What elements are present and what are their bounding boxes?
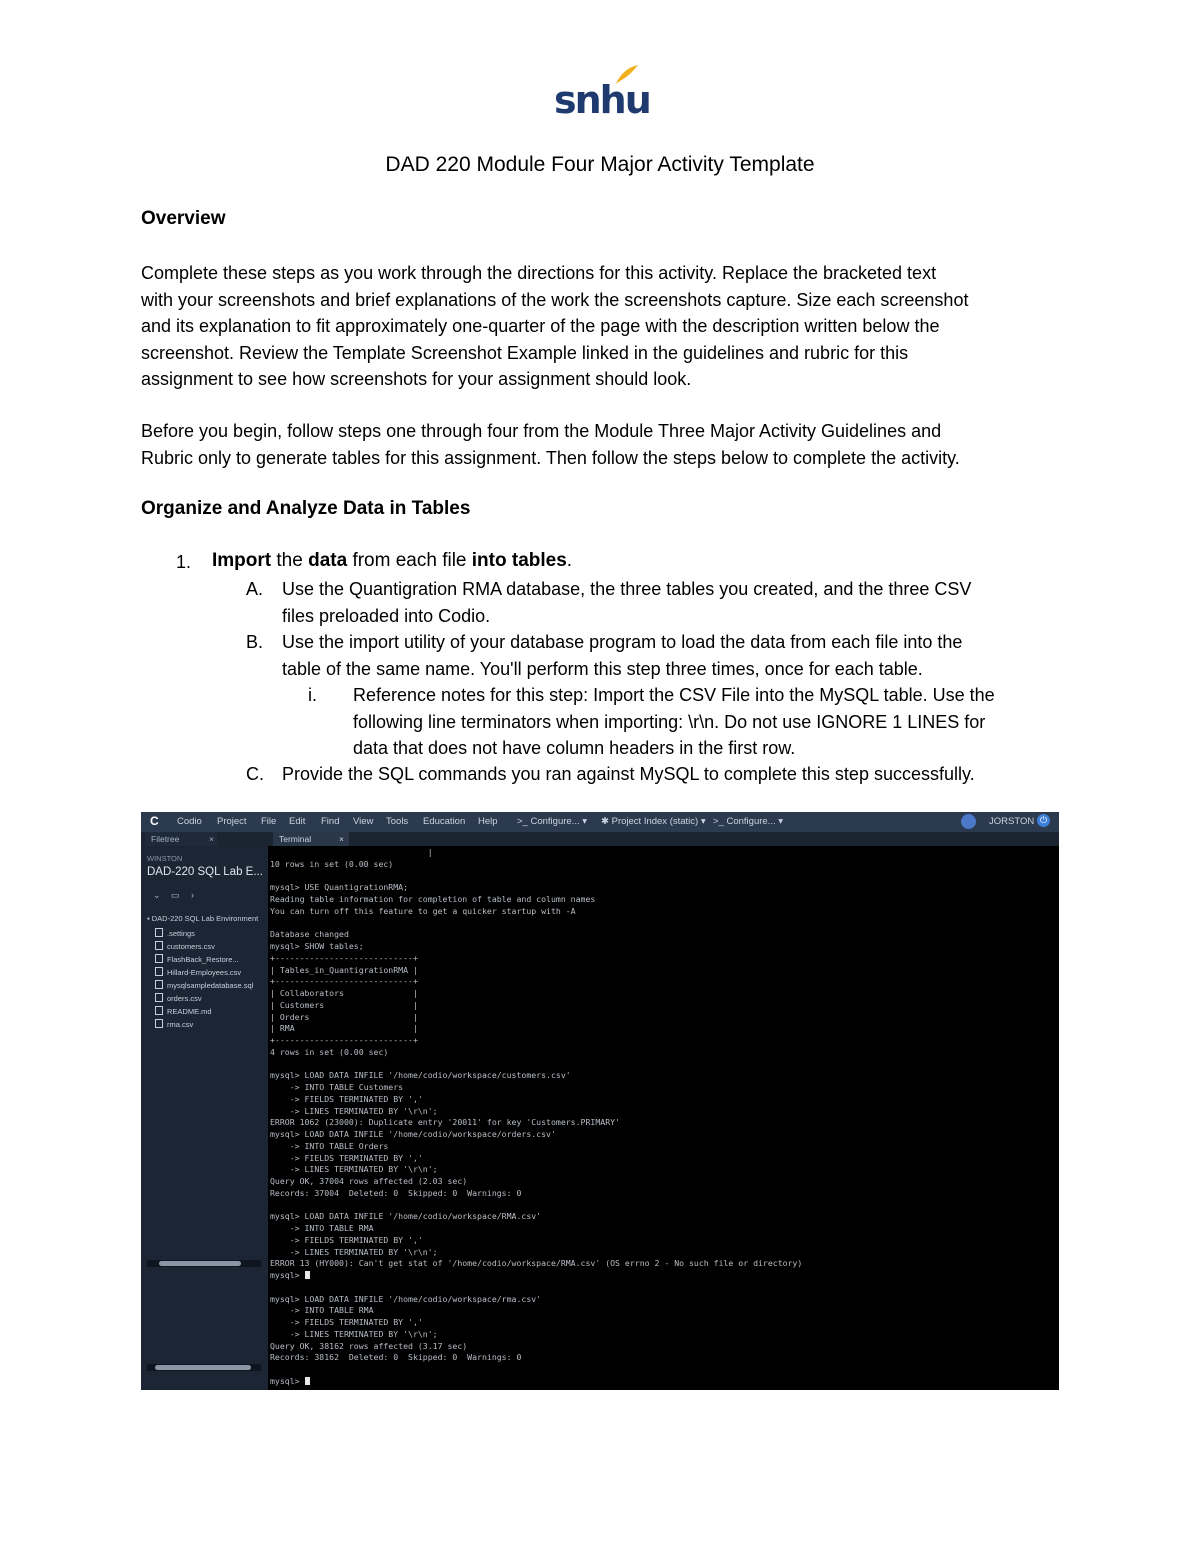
file-name: Hillard-Employees.csv — [167, 968, 242, 977]
codio-menu-bar — [141, 812, 1059, 832]
project-index-menu[interactable]: ✱ Project Index (static) ▾ — [601, 816, 706, 827]
step-c-line: Provide the SQL commands you ran against MySQL to complete this step successfully. — [282, 764, 975, 784]
configure-menu-2[interactable]: >_ Configure... ▾ — [713, 816, 784, 827]
step-c-text — [282, 761, 975, 788]
logo-text: snhu — [554, 78, 650, 122]
terminal-line: +----------------------------+ — [270, 952, 418, 963]
configure-menu[interactable]: >_ Configure... ▾ — [517, 816, 588, 827]
user-avatar[interactable] — [961, 814, 976, 829]
document-title: DAD 220 Module Four Major Activity Template — [385, 153, 815, 176]
snhu-logo — [554, 64, 650, 126]
step-a-line: files preloaded into Codio. — [282, 605, 491, 626]
editor-tabs — [141, 832, 1059, 846]
overview-heading: Overview — [141, 208, 226, 229]
terminal-line: Query OK, 38162 rows affected (3.17 sec) — [270, 1340, 468, 1351]
step-1-number: 1. — [176, 552, 192, 572]
step-b-line: table of the same name. You'll perform this step three times, once for each table. — [282, 658, 923, 679]
terminal-line: ERROR 1062 (23000): Duplicate entry '20011' for key 'Customers.PRIMARY' — [270, 1117, 620, 1128]
file-name: .settings — [167, 929, 195, 938]
scrollbar-thumb[interactable] — [159, 1261, 241, 1266]
menu-item-file[interactable]: File — [261, 816, 277, 827]
step-b-marker: B. — [246, 632, 264, 652]
terminal-line: 4 rows in set (0.00 sec) — [270, 1046, 389, 1057]
menu-item-view[interactable]: View — [353, 816, 374, 827]
step-i-text — [353, 682, 995, 762]
horizontal-scrollbar[interactable] — [147, 1260, 261, 1267]
paragraph-line: Rubric only to generate tables for this assignment. Then follow the steps below to complete the activity. — [141, 447, 960, 468]
step-1-text-part: the — [271, 550, 309, 571]
step-i-marker: i. — [308, 685, 317, 705]
file-tree-item[interactable] — [155, 1019, 193, 1029]
chevron-right-icon[interactable]: › — [191, 890, 194, 900]
terminal-line: | Orders | — [270, 1011, 418, 1022]
terminal-line: | — [270, 847, 433, 857]
terminal-line: Records: 37004 Deleted: 0 Skipped: 0 Warnings: 0 — [270, 1187, 522, 1198]
terminal-line: Database changed — [270, 929, 349, 940]
file-icon — [155, 941, 163, 950]
configure-label: Configure... — [726, 816, 776, 827]
terminal-cursor — [305, 1271, 310, 1279]
paragraph-line: screenshot. Review the Template Screenshot Example linked in the guidelines and rubric for this — [141, 342, 909, 363]
terminal-line: mysql> LOAD DATA INFILE '/home/codio/workspace/rma.csv' — [270, 1293, 542, 1304]
tab-filetree[interactable] — [145, 832, 217, 846]
terminal-line: mysql> LOAD DATA INFILE '/home/codio/workspace/orders.csv' — [270, 1129, 556, 1139]
file-tree-item[interactable] — [155, 954, 239, 964]
project-index-label: Project Index (static) — [611, 816, 699, 827]
terminal-line: -> LINES TERMINATED BY '\r\n'; — [270, 1246, 438, 1257]
terminal-icon: >_ — [517, 816, 531, 827]
terminal-line: -> FIELDS TERMINATED BY ',' — [270, 1317, 423, 1327]
terminal-line: | Customers | — [270, 999, 418, 1010]
menu-item-help[interactable]: Help — [478, 816, 498, 827]
file-name: mysqlsampledatabase.sql — [167, 981, 254, 990]
terminal-line: mysql> — [270, 1271, 310, 1280]
section-heading: Organize and Analyze Data in Tables — [141, 498, 471, 519]
file-tree-item[interactable] — [155, 980, 253, 990]
terminal-line: | Tables_in_QuantigrationRMA | — [270, 964, 418, 975]
menu-item-edit[interactable]: Edit — [289, 816, 306, 827]
terminal-line: -> FIELDS TERMINATED BY ',' — [270, 1093, 423, 1104]
scrollbar-thumb[interactable] — [155, 1365, 251, 1370]
terminal-icon: >_ — [713, 816, 727, 827]
terminal-line: Records: 38162 Deleted: 0 Skipped: 0 Warnings: 0 — [270, 1352, 522, 1363]
file-icon — [155, 1006, 163, 1015]
file-icon — [155, 928, 163, 937]
file-name: orders.csv — [167, 994, 202, 1003]
terminal-line: -> INTO TABLE RMA — [270, 1223, 374, 1233]
file-tree-item[interactable] — [155, 993, 202, 1003]
terminal-line: mysql> — [270, 1377, 310, 1386]
file-tree-item[interactable] — [155, 967, 241, 977]
terminal-line: | Collaborators | — [270, 988, 418, 998]
folder-icon: ▪ — [147, 914, 152, 923]
terminal-line: mysql> LOAD DATA INFILE '/home/codio/workspace/customers.csv' — [270, 1070, 571, 1081]
terminal-line: +----------------------------+ — [270, 1035, 418, 1045]
terminal-line: -> INTO TABLE RMA — [270, 1305, 374, 1316]
file-name: README.md — [167, 1007, 212, 1016]
file-tree-root[interactable] — [147, 914, 258, 923]
step-a-text — [282, 576, 971, 629]
tab-label: Terminal — [279, 834, 312, 844]
step-1-bold-import: Import — [212, 550, 272, 571]
terminal-line: -> LINES TERMINATED BY '\r\n'; — [270, 1105, 438, 1116]
root-label: DAD-220 SQL Lab Environment — [151, 914, 259, 923]
codio-logo-icon: C — [150, 814, 159, 828]
paragraph-line: Complete these steps as you work through the directions for this activity. Replace the bracketed text — [141, 263, 937, 283]
file-name: rma.csv — [167, 1020, 194, 1029]
close-icon[interactable]: × — [339, 834, 344, 844]
paragraph-line: assignment to see how screenshots for your assignment should look. — [141, 369, 692, 389]
step-i-line: Reference notes for this step: Import the CSV File into the MySQL table. Use the — [353, 685, 995, 705]
chevron-down-icon[interactable]: ⌄ — [153, 890, 161, 900]
terminal-line: mysql> SHOW tables; — [270, 941, 364, 951]
terminal-line: -> LINES TERMINATED BY '\r\n'; — [270, 1328, 438, 1339]
tab-label: Filetree — [151, 834, 180, 844]
menu-item-codio[interactable]: Codio — [177, 816, 202, 827]
menu-item-project[interactable]: Project — [217, 816, 247, 827]
step-1-text-part: . — [566, 550, 573, 571]
terminal-output[interactable] — [268, 846, 1059, 1390]
terminal-line: | RMA | — [270, 1023, 418, 1034]
menu-item-find[interactable]: Find — [321, 816, 340, 827]
paragraph-line: Before you begin, follow steps one through four from the Module Three Major Activity Guidelines and — [141, 421, 942, 441]
terminal-line: -> FIELDS TERMINATED BY ',' — [270, 1152, 423, 1163]
step-1-bold-into-tables: into tables — [471, 550, 567, 571]
menu-item-education[interactable]: Education — [423, 816, 466, 827]
tab-terminal[interactable] — [273, 832, 349, 846]
power-icon[interactable]: ⏻ — [1037, 814, 1050, 827]
file-icon — [155, 980, 163, 989]
paragraph-line: with your screenshots and brief explanations of the work the screenshots capture. Size each screenshot — [141, 289, 969, 310]
close-icon[interactable]: × — [209, 834, 214, 844]
project-name[interactable]: DAD-220 SQL Lab E... — [147, 866, 263, 878]
step-i-line: following line terminators when importing: \r\n. Do not use IGNORE 1 LINES for — [353, 711, 986, 732]
terminal-line: mysql> USE QuantigrationRMA; — [270, 882, 409, 893]
step-b-text — [282, 629, 962, 682]
gear-icon: ✱ — [601, 816, 612, 827]
codio-screenshot — [141, 812, 1059, 1390]
terminal-line: Reading table information for completion of table and column names — [270, 894, 596, 904]
terminal-line: -> INTO TABLE Orders — [270, 1140, 389, 1151]
file-tree-item[interactable] — [155, 928, 195, 938]
menu-item-tools[interactable]: Tools — [386, 816, 409, 827]
step-1-bold-data: data — [308, 550, 348, 571]
file-icon — [155, 967, 163, 976]
terminal-line: -> FIELDS TERMINATED BY ',' — [270, 1234, 423, 1245]
step-i-line: data that does not have column headers in the first row. — [353, 738, 796, 758]
terminal-line: You can turn off this feature to get a quicker startup with -A — [270, 905, 576, 916]
step-b-line: Use the import utility of your database program to load the data from each file into the — [282, 632, 963, 652]
monitor-icon[interactable]: ▭ — [171, 890, 180, 900]
file-tree-item[interactable] — [155, 1006, 212, 1016]
file-tree-sidebar — [141, 846, 268, 1390]
file-icon — [155, 993, 163, 1002]
terminal-line: Query OK, 37004 rows affected (2.03 sec) — [270, 1176, 468, 1186]
user-name[interactable]: JORSTON — [989, 816, 1035, 827]
step-a-marker: A. — [246, 579, 264, 599]
terminal-line: 10 rows in set (0.00 sec) — [270, 858, 394, 869]
before-you-begin-paragraph — [141, 418, 1061, 471]
file-icon — [155, 954, 163, 963]
file-tree-item[interactable] — [155, 941, 215, 951]
overview-paragraph — [141, 260, 1061, 393]
terminal-line: mysql> LOAD DATA INFILE '/home/codio/workspace/RMA.csv' — [270, 1211, 542, 1222]
file-icon — [155, 1019, 163, 1028]
horizontal-scrollbar[interactable] — [147, 1364, 261, 1371]
configure-label: Configure... — [530, 816, 580, 827]
terminal-line: ERROR 13 (HY000): Can't get stat of '/home/codio/workspace/RMA.csv' (OS errno 2 - No such file or directory) — [270, 1258, 803, 1269]
step-1-text — [212, 548, 572, 575]
paragraph-line: and its explanation to fit approximately one-quarter of the page with the description written below the — [141, 316, 940, 336]
step-c-marker: C. — [246, 764, 264, 784]
terminal-line: -> INTO TABLE Customers — [270, 1082, 404, 1092]
terminal-line: -> LINES TERMINATED BY '\r\n'; — [270, 1164, 438, 1175]
step-a-line: Use the Quantigration RMA database, the three tables you created, and the three CSV — [282, 579, 972, 599]
file-name: FlashBack_Restore... — [167, 955, 239, 964]
step-1-text-part: from each file — [347, 550, 472, 571]
terminal-line: +----------------------------+ — [270, 976, 418, 987]
terminal-cursor — [305, 1377, 310, 1385]
file-name: customers.csv — [167, 942, 215, 951]
workspace-label: WINSTON — [147, 854, 183, 863]
